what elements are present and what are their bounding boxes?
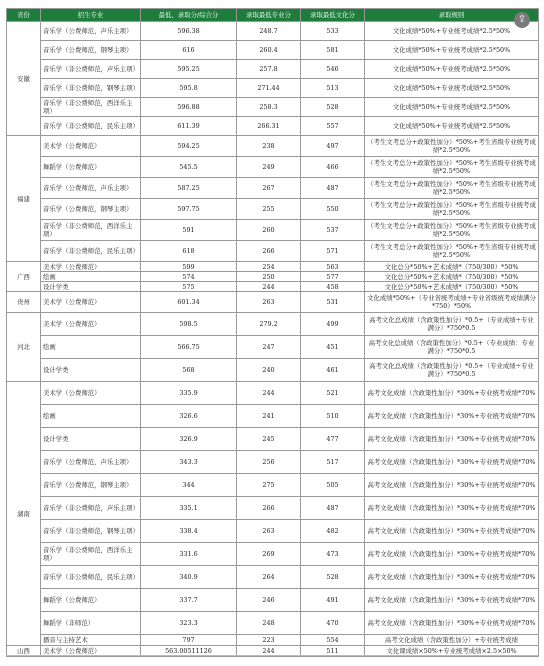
rule-cell: 高考文化成绩（含政策性加分）*30%+专业统考成绩*70% [365,543,539,566]
score-cell: 338.4 [141,520,237,543]
rule-cell: 文化成绩*50%+专业统考成绩*2.5*50% [365,22,539,41]
pro-score-cell: 260 [237,220,301,241]
pro-score-cell: 267 [237,178,301,199]
table-row [7,178,539,199]
culture-score-cell: 513 [301,79,365,98]
pro-score-cell: 249 [237,157,301,178]
pro-score-cell: 240 [237,359,301,382]
major-cell: 绘画 [41,272,141,282]
culture-score-cell: 528 [301,98,365,117]
table-row [7,589,539,612]
province-cell: 湖南 [7,382,41,646]
culture-score-cell: 533 [301,22,365,41]
pro-score-cell: 245 [237,428,301,451]
table-row [7,474,539,497]
major-cell: 美术学（公费师范） [41,382,141,405]
score-cell: 344 [141,474,237,497]
score-cell: 596.88 [141,98,237,117]
culture-score-cell: 550 [301,199,365,220]
rule-cell: 高考文化总成绩（含政策性加分）*0.5+（专业成绩÷专业满分）*750*0.5 [365,313,539,336]
rule-cell: 高考文化成绩（含政策性加分）*30%+专业统考成绩*70% [365,589,539,612]
pro-score-cell: 223 [237,635,301,646]
major-cell: 音乐学（非公费师范，西洋乐主项） [41,98,141,117]
score-cell: 594.25 [141,136,237,157]
province-cell: 贵州 [7,292,41,313]
table-row [7,282,539,292]
major-cell: 音乐学（公费师范，声乐主项） [41,451,141,474]
province-cell: 安徽 [7,22,41,136]
rule-cell: 高考文化成绩（含政策性加分）*30%+专业统考成绩*70% [365,428,539,451]
header-major: 招生专业 [41,9,141,22]
culture-score-cell: 511 [301,646,365,657]
rule-cell: 高考文化成绩（含政策性加分）*30%+专业统考成绩*70% [365,474,539,497]
culture-score-cell: 557 [301,117,365,136]
score-cell: 587.25 [141,178,237,199]
header-min-pro-score: 录取最低专业分 [237,9,301,22]
culture-score-cell: 546 [301,60,365,79]
major-cell: 美术学（公费师范） [41,313,141,336]
score-cell: 599 [141,262,237,272]
table-row [7,79,539,98]
pro-score-cell: 260.4 [237,41,301,60]
rule-cell: 文化成绩*50%+专业统考成绩*2.5*50% [365,79,539,98]
rule-cell: 高考文化成绩（含政策性加分）*30%+专业统考成绩*70% [365,382,539,405]
score-cell: 611.39 [141,117,237,136]
table-row [7,359,539,382]
pro-score-cell: 269 [237,543,301,566]
culture-score-cell: 487 [301,497,365,520]
score-cell: 563.00511126 [141,646,237,657]
pro-score-cell: 244 [237,382,301,405]
rule-cell: 文化成绩*50%+专业统考成绩*2.5*50% [365,117,539,136]
header-province: 省份 [7,9,41,22]
major-cell: 美术学（公费师范） [41,646,141,657]
major-cell: 美术学（公费师范） [41,136,141,157]
pro-score-cell: 247 [237,336,301,359]
rule-cell: 文化总分*50%+艺术成绩*（750/300）*50% [365,282,539,292]
pro-score-cell: 248.7 [237,22,301,41]
culture-score-cell: 521 [301,382,365,405]
score-cell: 598.5 [141,313,237,336]
pro-score-cell: 254 [237,262,301,272]
score-cell: 574 [141,272,237,282]
table-row [7,543,539,566]
major-cell: 音乐学（公费师范，钢琴主项） [41,41,141,60]
major-cell: 音乐学（非公费师范，民乐主项） [41,566,141,589]
province-cell: 福建 [7,136,41,262]
major-cell: 音乐学（非公费师范，钢琴主项） [41,520,141,543]
table-row [7,199,539,220]
major-cell: 绘画 [41,336,141,359]
pro-score-cell: 266 [237,241,301,262]
rule-cell: 高考文化成绩（含政策性加分）*30%+专业统考成绩*70% [365,520,539,543]
table-row [7,136,539,157]
culture-score-cell: 482 [301,520,365,543]
rule-cell: （考生文考总分+政策性加分）*50%+考生省级专业统考成绩*2.5*50% [365,136,539,157]
table-row [7,612,539,635]
table-row [7,566,539,589]
major-cell: 音乐学（非公费师范，声乐主项） [41,497,141,520]
culture-score-cell: 497 [301,136,365,157]
culture-score-cell: 581 [301,41,365,60]
culture-score-cell: 461 [301,359,365,382]
major-cell: 音乐学（非公费师范，民乐主项） [41,241,141,262]
culture-score-cell: 466 [301,157,365,178]
score-cell: 575 [141,282,237,292]
culture-score-cell: 499 [301,313,365,336]
score-cell: 545.5 [141,157,237,178]
table-row [7,382,539,405]
table-row [7,22,539,41]
header-min-score: 最低、录取分/综合分 [141,9,237,22]
pro-score-cell: 263 [237,520,301,543]
culture-score-cell: 577 [301,272,365,282]
table-row [7,635,539,646]
major-cell: 舞蹈学（公费师范） [41,157,141,178]
major-cell: 音乐学（非公费师范，民乐主项） [41,117,141,136]
table-row [7,157,539,178]
pro-score-cell: 248 [237,612,301,635]
score-cell: 568 [141,359,237,382]
score-cell: 596.38 [141,22,237,41]
major-cell: 舞蹈学（非师范） [41,612,141,635]
pro-score-cell: 258.3 [237,98,301,117]
culture-score-cell: 487 [301,178,365,199]
culture-score-cell: 537 [301,220,365,241]
major-cell: 舞蹈学（公费师范） [41,589,141,612]
table-row [7,241,539,262]
score-cell: 616 [141,41,237,60]
rule-cell: （考生文考总分+政策性加分）*50%+考生省级专业统考成绩*2.5*50% [365,220,539,241]
divider [6,655,538,656]
major-cell: 设计学类 [41,282,141,292]
score-cell: 597.75 [141,199,237,220]
table-row [7,520,539,543]
table-row [7,292,539,313]
rule-cell: 文化成绩*50%+（专业省统考成绩÷专业省级统考成绩满分*750）*50% [365,292,539,313]
rule-cell: 高考文化成绩（含政策性加分）*30%+专业统考成绩*70% [365,451,539,474]
major-cell: 绘画 [41,405,141,428]
table-row [7,272,539,282]
pro-score-cell: 244 [237,282,301,292]
pro-score-cell: 246 [237,589,301,612]
rule-cell: （考生文考总分+政策性加分）*50%+考生省级专业统考成绩*2.5*50% [365,241,539,262]
culture-score-cell: 517 [301,451,365,474]
pro-score-cell: 266.31 [237,117,301,136]
table-row [7,451,539,474]
rule-cell: （考生文考总分+政策性加分）*50%+考生省级专业统考成绩*2.5*50% [365,178,539,199]
major-cell: 设计学类 [41,428,141,451]
table-row [7,497,539,520]
culture-score-cell: 531 [301,292,365,313]
table-row [7,41,539,60]
major-cell: 美术学（公费师范） [41,292,141,313]
rule-cell: 高考文化成绩（含政策性加分）*30%+专业统考成绩*70% [365,566,539,589]
admission-score-table [6,8,538,657]
rule-cell: 文化课成绩×50%+专业统考成绩×2.5×50% [365,646,539,657]
pro-score-cell: 238 [237,136,301,157]
major-cell: 音乐学（非公费师范，西洋乐主项） [41,220,141,241]
pro-score-cell: 275 [237,474,301,497]
table-row [7,98,539,117]
share-icon[interactable]: ⇪ [514,12,530,28]
score-cell: 618 [141,241,237,262]
score-cell: 335.9 [141,382,237,405]
score-cell: 343.3 [141,451,237,474]
score-cell: 591 [141,220,237,241]
table-row [7,60,539,79]
province-cell: 河北 [7,313,41,382]
culture-score-cell: 505 [301,474,365,497]
culture-score-cell: 458 [301,282,365,292]
header-rule: 录取规则 [365,9,539,22]
rule-cell: 文化成绩*50%+专业统考成绩*2.5*50% [365,41,539,60]
rule-cell: 文化成绩*50%+专业统考成绩*2.5*50% [365,98,539,117]
major-cell: 美术学（公费师范） [41,262,141,272]
pro-score-cell: 279.2 [237,313,301,336]
score-cell: 335.1 [141,497,237,520]
pro-score-cell: 241 [237,405,301,428]
score-cell: 595.25 [141,60,237,79]
pro-score-cell: 264 [237,566,301,589]
pro-score-cell: 257.8 [237,60,301,79]
table-row [7,117,539,136]
culture-score-cell: 571 [301,241,365,262]
table-row [7,313,539,336]
score-cell: 337.7 [141,589,237,612]
culture-score-cell: 563 [301,262,365,272]
pro-score-cell: 255 [237,199,301,220]
rule-cell: （考生文考总分+政策性加分）*50%+考生省级专业统考成绩*2.5*50% [365,199,539,220]
pro-score-cell: 263 [237,292,301,313]
table-header-row [7,9,539,22]
rule-cell: 高考文化总成绩（含政策性加分）*0.5+（专业成绩÷专业满分）*750*0.5 [365,359,539,382]
rule-cell: 文化成绩*50%+专业统考成绩*2.5*50% [365,60,539,79]
score-cell: 331.6 [141,543,237,566]
culture-score-cell: 491 [301,589,365,612]
major-cell: 音乐学（非公费师范，西洋乐主项） [41,543,141,566]
pro-score-cell: 266 [237,497,301,520]
score-cell: 326.9 [141,428,237,451]
pro-score-cell: 256 [237,451,301,474]
rule-cell: 高考文化成绩（含政策性加分）*30%+专业统考成绩*70% [365,612,539,635]
province-cell: 广西 [7,262,41,292]
culture-score-cell: 554 [301,635,365,646]
culture-score-cell: 510 [301,405,365,428]
major-cell: 音乐学（公费师范，钢琴主项） [41,199,141,220]
score-cell: 797 [141,635,237,646]
rule-cell: 文化总分*50%+艺术成绩*（750/300）*50% [365,262,539,272]
score-cell: 323.3 [141,612,237,635]
score-cell: 566.75 [141,336,237,359]
culture-score-cell: 477 [301,428,365,451]
major-cell: 音乐学（非公费师范，声乐主项） [41,60,141,79]
major-cell: 音乐学（公费师范，声乐主项） [41,22,141,41]
table-row [7,262,539,272]
culture-score-cell: 473 [301,543,365,566]
pro-score-cell: 244 [237,646,301,657]
rule-cell: （考生文考总分+政策性加分）*50%+考生省级专业统考成绩*2.5*50% [365,157,539,178]
pro-score-cell: 250 [237,272,301,282]
table-row [7,405,539,428]
major-cell: 播音与主持艺术 [41,635,141,646]
header-min-culture-score: 录取最低文化分 [301,9,365,22]
table-row [7,336,539,359]
table-row [7,428,539,451]
rule-cell: 文化总分*50%+艺术成绩*（750/300）*50% [365,272,539,282]
major-cell: 音乐学（公费师范，钢琴主项） [41,474,141,497]
rule-cell: 高考文化成绩（含政策性加分）*30%+专业统考成绩*70% [365,405,539,428]
score-cell: 326.6 [141,405,237,428]
score-cell: 340.9 [141,566,237,589]
culture-score-cell: 470 [301,612,365,635]
province-cell: 山西 [7,646,41,657]
culture-score-cell: 451 [301,336,365,359]
score-cell: 601.34 [141,292,237,313]
rule-cell: 高考文化总成绩（含政策性加分）*0.5+（专业成绩：专业满分）*750*0.5 [365,336,539,359]
rule-cell: 高考文化成绩（含政策性加分）+专业统考成绩 [365,635,539,646]
culture-score-cell: 528 [301,566,365,589]
score-cell: 595.8 [141,79,237,98]
major-cell: 设计学类 [41,359,141,382]
major-cell: 音乐学（非公费师范，钢琴主项） [41,79,141,98]
table-row [7,220,539,241]
rule-cell: 高考文化成绩（含政策性加分）*30%+专业统考成绩*70% [365,497,539,520]
major-cell: 音乐学（公费师范，声乐主项） [41,178,141,199]
pro-score-cell: 271.44 [237,79,301,98]
